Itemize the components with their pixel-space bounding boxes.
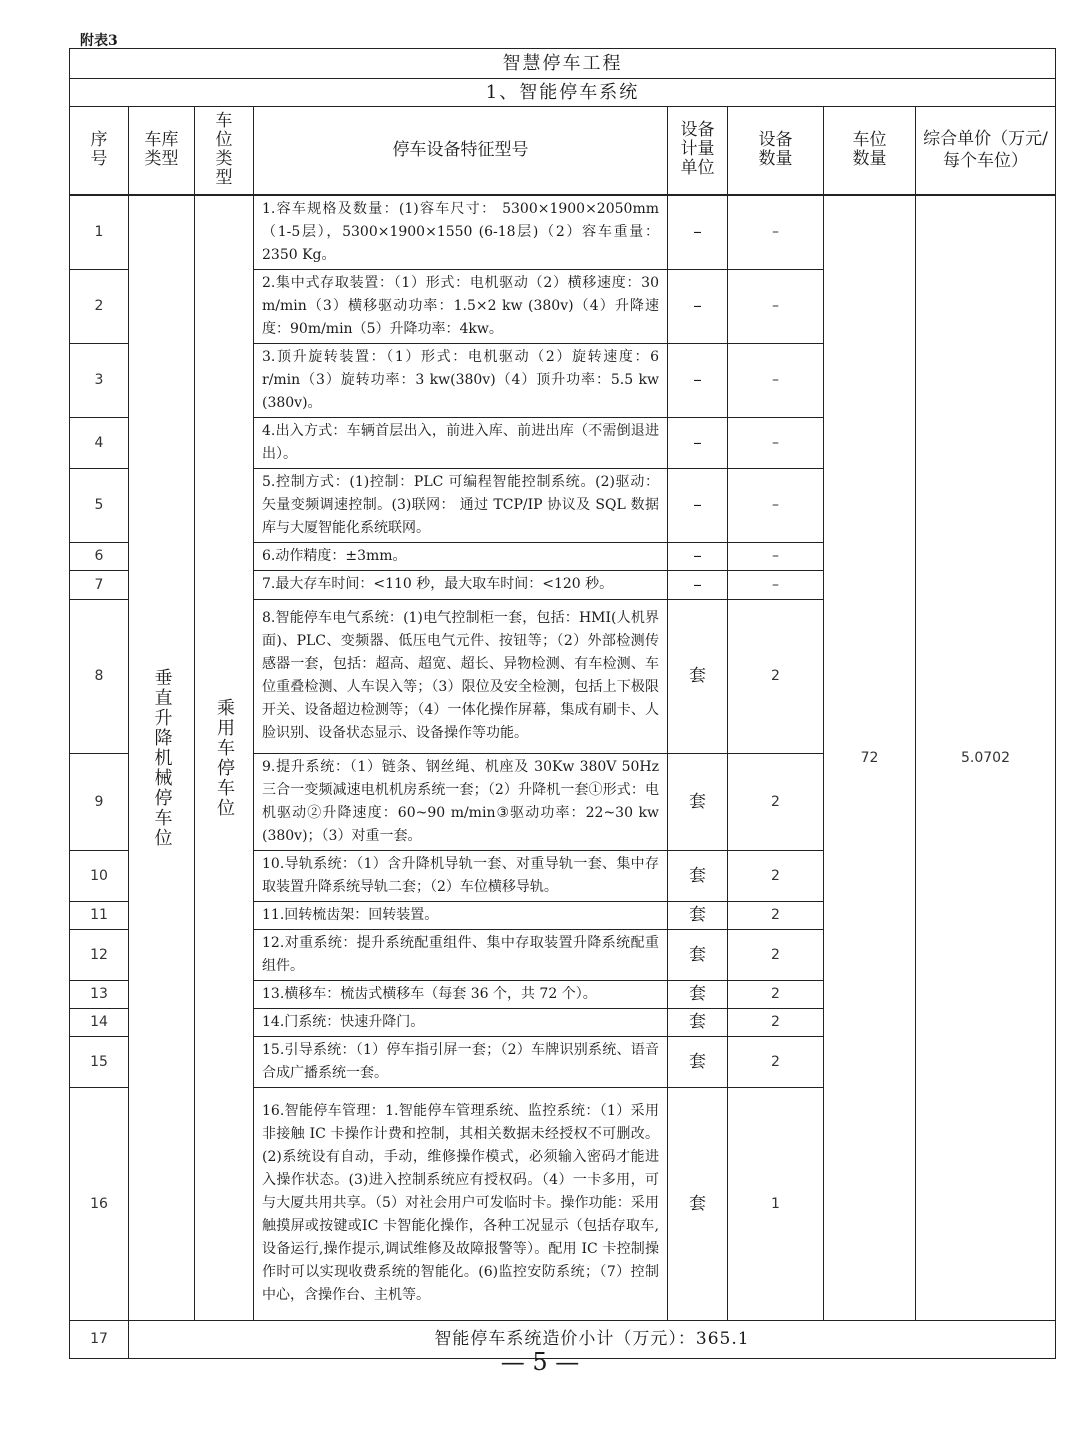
header-space-type: 车位类型 — [195, 107, 254, 195]
row-quantity: – — [728, 195, 824, 270]
table-row — [70, 195, 1056, 270]
row-quantity: 1 — [728, 1087, 824, 1320]
row-quantity: 2 — [728, 599, 824, 753]
section-title: 1、智能停车系统 — [70, 79, 1056, 107]
row-seq: 9 — [70, 753, 129, 850]
table-body — [70, 195, 1056, 1321]
row-description: 11.回转梳齿架：回转装置。 — [254, 901, 668, 929]
row-seq: 3 — [70, 343, 129, 417]
header-spaces: 车位数量 — [824, 107, 916, 195]
header-seq: 序号 — [70, 107, 129, 195]
row-seq: 4 — [70, 417, 129, 468]
row-quantity: 2 — [728, 753, 824, 850]
row-description: 12.对重系统：提升系统配重组件、集中存取装置升降系统配重组件。 — [254, 929, 668, 980]
header-unit: 设备计量单位 — [668, 107, 728, 195]
row-unit: 套 — [668, 753, 728, 850]
row-description: 8.智能停车电气系统：(1)电气控制柜一套，包括：HMI(人机界面)、PLC、变频器、低压电气元件、按钮等；（2）外部检测传感器一套，包括：超高、超宽、超长、异物检测、有车检测、车位重叠检测、人车误入等；（3）限位及安全检测，包括上下极限开关、设备超边检测等；（4）一体化操作屏幕，集成有刷卡、人脸识别、设备状态显示、设备操作等功能。 — [254, 599, 668, 753]
row-unit: – — [668, 269, 728, 343]
header-unit-price: 综合单价（万元/每个车位） — [916, 107, 1056, 195]
row-seq: 8 — [70, 599, 129, 753]
row-unit: – — [668, 195, 728, 270]
row-quantity: 2 — [728, 929, 824, 980]
row-unit: 套 — [668, 929, 728, 980]
row-seq: 13 — [70, 980, 129, 1008]
row-quantity: – — [728, 343, 824, 417]
row-quantity: – — [728, 542, 824, 570]
row-quantity: – — [728, 269, 824, 343]
row-unit: – — [668, 570, 728, 599]
row-description: 2.集中式存取装置：（1）形式：电机驱动（2）横移速度：30 m/min（3）横移驱动功率：1.5×2 kw (380v)（4）升降速度：90m/min（5）升降功率：4kw。 — [254, 269, 668, 343]
unit-price-cell: 5.0702 — [916, 195, 1056, 1321]
row-description: 4.出入方式：车辆首层出入，前进入库、前进出库（不需倒退进出）。 — [254, 417, 668, 468]
row-seq: 11 — [70, 901, 129, 929]
appendix-label: 附表3 — [80, 33, 118, 49]
row-description: 1.容车规格及数量：(1)容车尺寸： 5300×1900×2050mm（1-5层），5300×1900×1550 (6-18层)（2）容车重量：2350 Kg。 — [254, 195, 668, 270]
row-description: 7.最大存车时间：<110 秒，最大取车时间：<120 秒。 — [254, 570, 668, 599]
row-quantity: – — [728, 570, 824, 599]
header-equipment: 停车设备特征型号 — [254, 107, 668, 195]
header-garage-type: 车库类型 — [129, 107, 195, 195]
subtotal-seq: 17 — [70, 1320, 129, 1358]
row-unit: 套 — [668, 850, 728, 901]
row-quantity: 2 — [728, 980, 824, 1008]
row-unit: – — [668, 542, 728, 570]
row-quantity: 2 — [728, 1036, 824, 1087]
row-unit: 套 — [668, 1008, 728, 1036]
row-description: 10.导轨系统：（1）含升降机导轨一套、对重导轨一套、集中存取装置升降系统导轨二套；（2）车位横移导轨。 — [254, 850, 668, 901]
row-seq: 5 — [70, 468, 129, 542]
row-description: 9.提升系统：（1）链条、钢丝绳、机座及 30Kw 380V 50Hz 三合一变频减速电机机房系统一套；（2）升降机一套①形式：电机驱动②升降速度：60~90 m/min③驱动功率：22~30 kw (380v)；（3）对重一套。 — [254, 753, 668, 850]
row-description: 15.引导系统：（1）停车指引屏一套；（2）车牌识别系统、语音合成广播系统一套。 — [254, 1036, 668, 1087]
row-unit: 套 — [668, 1036, 728, 1087]
row-description: 6.动作精度：±3mm。 — [254, 542, 668, 570]
row-description: 13.横移车：梳齿式横移车（每套 36 个，共 72 个）。 — [254, 980, 668, 1008]
row-unit: 套 — [668, 980, 728, 1008]
parking-cost-table — [69, 48, 1056, 1359]
row-seq: 6 — [70, 542, 129, 570]
row-seq: 16 — [70, 1087, 129, 1320]
row-quantity: – — [728, 417, 824, 468]
row-unit: 套 — [668, 901, 728, 929]
row-seq: 7 — [70, 570, 129, 599]
space-type-cell: 乘用车停车位 — [195, 195, 254, 1321]
row-quantity: 2 — [728, 1008, 824, 1036]
row-unit: – — [668, 417, 728, 468]
row-seq: 2 — [70, 269, 129, 343]
row-seq: 14 — [70, 1008, 129, 1036]
row-seq: 1 — [70, 195, 129, 270]
row-quantity: 2 — [728, 850, 824, 901]
row-seq: 12 — [70, 929, 129, 980]
row-description: 3.顶升旋转装置：（1）形式：电机驱动（2）旋转速度：6 r/min（3）旋转功率：3 kw(380v)（4）顶升功率：5.5 kw (380v)。 — [254, 343, 668, 417]
header-quantity: 设备数量 — [728, 107, 824, 195]
row-description: 16.智能停车管理：1.智能停车管理系统、监控系统：（1）采用非接触 IC 卡操作计费和控制，其相关数据未经授权不可删改。(2)系统设有自动，手动，维修操作模式，必须输入密码才能进入操作状态。(3)进入控制系统应有授权码。（4）一卡多用，可与大厦共用共享。（5）对社会用户可发临时卡。操作功能：采用触摸屏或按键或IC 卡智能化操作，各种工况显示（包括存取车,设备运行,操作提示,调试维修及故障报警等）。配用 IC 卡控制操作时可以实现收费系统的智能化。(6)监控安防系统；（7）控制中心，含操作台、主机等。 — [254, 1087, 668, 1320]
row-seq: 10 — [70, 850, 129, 901]
row-unit: 套 — [668, 1087, 728, 1320]
subtotal-text: 智能停车系统造价小计（万元）：365.1 — [129, 1320, 1056, 1358]
row-quantity: 2 — [728, 901, 824, 929]
page-number: — 5 — — [500, 1348, 580, 1376]
row-unit: – — [668, 468, 728, 542]
garage-type-cell: 垂直升降机械停车位 — [129, 195, 195, 1321]
row-seq: 15 — [70, 1036, 129, 1087]
spaces-cell: 72 — [824, 195, 916, 1321]
table-title: 智慧停车工程 — [70, 49, 1056, 79]
row-description: 14.门系统：快速升降门。 — [254, 1008, 668, 1036]
row-unit: – — [668, 343, 728, 417]
row-description: 5.控制方式：(1)控制：PLC 可编程智能控制系统。(2)驱动： 矢量变频调速控制。(3)联网： 通过 TCP/IP 协议及 SQL 数据库与大厦智能化系统联网。 — [254, 468, 668, 542]
row-unit: 套 — [668, 599, 728, 753]
row-quantity: – — [728, 468, 824, 542]
